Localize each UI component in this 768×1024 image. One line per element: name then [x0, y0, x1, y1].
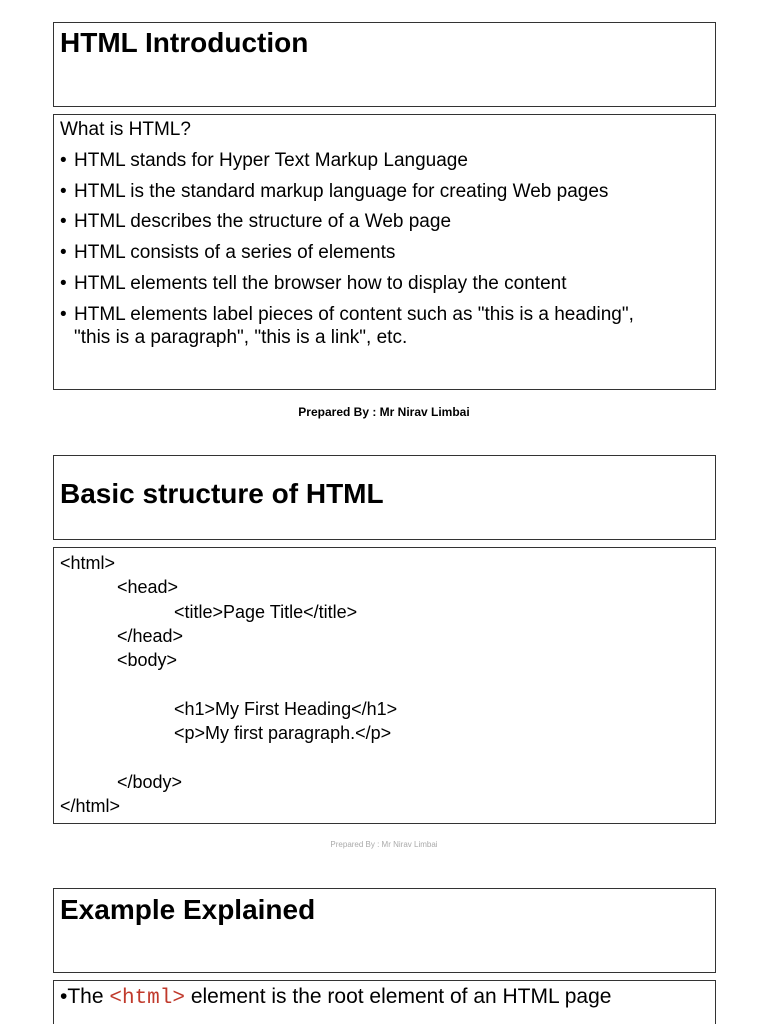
code-line: <body>: [117, 650, 178, 671]
slide1-heading: What is HTML?: [60, 119, 191, 140]
code-line: </body>: [117, 771, 183, 792]
bullet-icon: •: [60, 149, 67, 171]
list-item: • HTML stands for Hyper Text Markup Language: [60, 149, 468, 171]
list-item: • HTML is the standard markup language for creating Web pages: [60, 180, 609, 202]
bullet-icon: •: [60, 211, 67, 233]
code-line: <head>: [117, 577, 179, 598]
slide1-title-box: [53, 22, 716, 107]
slide3-bullet-prefix: •The: [60, 985, 110, 1008]
bullet-icon: •: [60, 272, 67, 294]
slide3-title-box: [53, 888, 716, 973]
bullet-icon: •: [60, 180, 67, 202]
list-item: • HTML consists of a series of elements: [60, 242, 396, 264]
code-line: </html>: [60, 795, 121, 816]
slide3-content-box: [53, 980, 716, 1024]
code-blank-line: [60, 745, 715, 769]
slide1-content-box: [53, 114, 716, 390]
bullet-icon: •: [60, 242, 67, 264]
code-blank-line: [60, 672, 715, 696]
bullet-icon: •: [60, 303, 67, 325]
list-item: • HTML elements label pieces of content such as "this is a heading", "this is a paragraph", "this is a link", etc.: [60, 303, 634, 348]
slide2-footer: Prepared By : Mr Nirav Limbai: [330, 840, 438, 849]
list-item: • HTML elements tell the browser how to display the content: [60, 272, 567, 294]
code-line: </head>: [117, 625, 184, 646]
slide2-title-box: [53, 455, 716, 540]
slide3-bullet-suffix: element is the root element of an HTML page: [185, 985, 612, 1008]
slide1-footer: Prepared By : Mr Nirav Limbai: [298, 405, 470, 419]
slide3-bullet-code: <html>: [109, 987, 185, 1010]
code-line: <p>My first paragraph.</p>: [174, 723, 392, 744]
code-line: <title>Page Title</title>: [174, 601, 358, 622]
code-line: <h1>My First Heading</h1>: [174, 698, 398, 719]
slide1-bullet-list: [60, 150, 709, 350]
list-item: • HTML describes the structure of a Web page: [60, 211, 452, 233]
slide2-title: Basic structure of HTML: [60, 478, 384, 509]
slide2-code-box: [53, 547, 716, 824]
code-line: <html>: [60, 553, 116, 573]
slide1-title: HTML Introduction: [60, 27, 309, 58]
slide3-title: Example Explained: [60, 894, 316, 925]
